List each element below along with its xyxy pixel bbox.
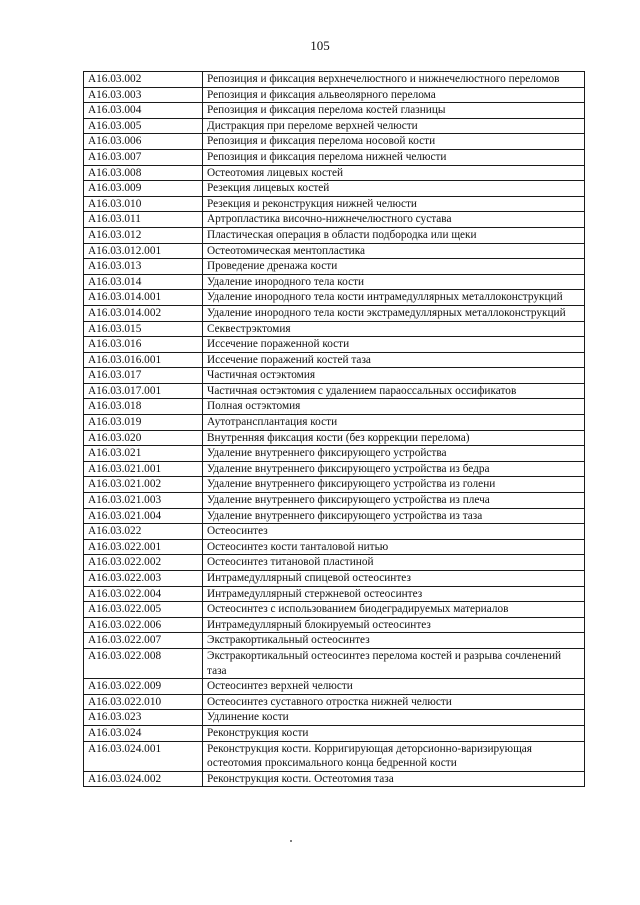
procedure-code: A16.03.014.002 (84, 305, 203, 321)
table-row (84, 227, 585, 243)
procedure-name: Интрамедуллярный стержневой остеосинтез (203, 586, 585, 602)
table-row (84, 196, 585, 212)
table-row (84, 321, 585, 337)
procedure-name: Частичная остэктомия с удалением параоссальных оссификатов (203, 383, 585, 399)
procedure-code: A16.03.024 (84, 725, 203, 741)
table-row (84, 508, 585, 524)
table-row (84, 524, 585, 540)
procedure-code: A16.03.021.002 (84, 477, 203, 493)
procedure-code: A16.03.009 (84, 181, 203, 197)
table-row (84, 725, 585, 741)
table-row (84, 555, 585, 571)
table-row (84, 259, 585, 275)
procedure-code: A16.03.013 (84, 259, 203, 275)
procedure-name: Реконструкция кости. Корригирующая деторсионно-варизирующая остеотомия проксимального конца бедренной кости (203, 741, 585, 771)
procedure-code: A16.03.022.005 (84, 602, 203, 618)
procedure-code: A16.03.004 (84, 103, 203, 119)
procedure-code: A16.03.016 (84, 337, 203, 353)
procedure-name: Интрамедуллярный спицевой остеосинтез (203, 571, 585, 587)
procedure-name: Интрамедуллярный блокируемый остеосинтез (203, 617, 585, 633)
table-row (84, 741, 585, 771)
scan-speck (290, 840, 292, 842)
procedure-name: Репозиция и фиксация перелома нижней челюсти (203, 149, 585, 165)
procedure-code: A16.03.022.008 (84, 648, 203, 678)
procedure-name: Проведение дренажа кости (203, 259, 585, 275)
procedure-code: A16.03.019 (84, 415, 203, 431)
procedure-name: Остеосинтез кости танталовой нитью (203, 539, 585, 555)
table-row (84, 352, 585, 368)
table-row (84, 87, 585, 103)
procedure-name: Удаление внутреннего фиксирующего устройства из голени (203, 477, 585, 493)
procedure-code: A16.03.022.006 (84, 617, 203, 633)
procedure-code: A16.03.022.007 (84, 633, 203, 649)
procedure-code: A16.03.020 (84, 430, 203, 446)
procedure-name: Полная остэктомия (203, 399, 585, 415)
table-row (84, 305, 585, 321)
table-row (84, 243, 585, 259)
procedure-name: Удлинение кости (203, 710, 585, 726)
procedure-code: A16.03.017.001 (84, 383, 203, 399)
procedure-code: A16.03.021 (84, 446, 203, 462)
procedure-name: Удаление инородного тела кости интрамедуллярных металлоконструкций (203, 290, 585, 306)
table-row (84, 118, 585, 134)
table-row (84, 399, 585, 415)
table-row (84, 617, 585, 633)
procedure-code: A16.03.014.001 (84, 290, 203, 306)
procedure-name: Удаление инородного тела кости экстрамедуллярных металлоконструкций (203, 305, 585, 321)
procedure-code: A16.03.023 (84, 710, 203, 726)
table-row (84, 368, 585, 384)
procedure-name: Секвестрэктомия (203, 321, 585, 337)
table-row (84, 72, 585, 88)
procedure-code: A16.03.018 (84, 399, 203, 415)
procedure-name: Экстракортикальный остеосинтез перелома костей и разрыва сочленений таза (203, 648, 585, 678)
procedure-name: Удаление внутреннего фиксирующего устройства (203, 446, 585, 462)
table-row (84, 103, 585, 119)
procedure-name: Резекция и реконструкция нижней челюсти (203, 196, 585, 212)
table-row (84, 181, 585, 197)
procedure-code: A16.03.022.004 (84, 586, 203, 602)
table-row (84, 633, 585, 649)
table-row (84, 165, 585, 181)
procedure-code: A16.03.022.009 (84, 679, 203, 695)
table-row (84, 586, 585, 602)
procedure-code: A16.03.005 (84, 118, 203, 134)
procedure-code: A16.03.007 (84, 149, 203, 165)
procedure-name: Удаление внутреннего фиксирующего устройства из бедра (203, 461, 585, 477)
procedure-name: Реконструкция кости (203, 725, 585, 741)
procedure-code: A16.03.021.003 (84, 493, 203, 509)
procedure-name: Удаление внутреннего фиксирующего устройства из таза (203, 508, 585, 524)
procedure-name: Аутотрансплантация кости (203, 415, 585, 431)
procedure-name: Иссечение поражений костей таза (203, 352, 585, 368)
table-row (84, 493, 585, 509)
page-number: 105 (310, 38, 330, 53)
procedure-code: A16.03.011 (84, 212, 203, 228)
table-row (84, 337, 585, 353)
table-row (84, 648, 585, 678)
table-row (84, 134, 585, 150)
procedure-code: A16.03.017 (84, 368, 203, 384)
procedure-name: Репозиция и фиксация перелома носовой кости (203, 134, 585, 150)
table-row (84, 149, 585, 165)
procedure-code: A16.03.015 (84, 321, 203, 337)
procedure-table-body (84, 72, 585, 787)
procedure-code: A16.03.003 (84, 87, 203, 103)
procedure-table (83, 71, 585, 787)
table-row (84, 446, 585, 462)
procedure-name: Пластическая операция в области подбородка или щеки (203, 227, 585, 243)
procedure-name: Дистракция при переломе верхней челюсти (203, 118, 585, 134)
table-row (84, 415, 585, 431)
procedure-name: Резекция лицевых костей (203, 181, 585, 197)
procedure-code: A16.03.014 (84, 274, 203, 290)
procedure-code: A16.03.022 (84, 524, 203, 540)
table-row (84, 602, 585, 618)
table-row (84, 430, 585, 446)
procedure-code: A16.03.016.001 (84, 352, 203, 368)
procedure-code: A16.03.022.003 (84, 571, 203, 587)
procedure-code: A16.03.022.002 (84, 555, 203, 571)
procedure-code: A16.03.022.001 (84, 539, 203, 555)
procedure-name: Экстракортикальный остеосинтез (203, 633, 585, 649)
table-row (84, 710, 585, 726)
table-row (84, 771, 585, 787)
table-row (84, 461, 585, 477)
table-row (84, 539, 585, 555)
procedure-code: A16.03.021.001 (84, 461, 203, 477)
procedure-name: Остеосинтез титановой пластиной (203, 555, 585, 571)
procedure-name: Реконструкция кости. Остеотомия таза (203, 771, 585, 787)
table-row (84, 290, 585, 306)
table-row (84, 694, 585, 710)
procedure-name: Остеотомия лицевых костей (203, 165, 585, 181)
procedure-name: Остеотомическая ментопластика (203, 243, 585, 259)
table-row (84, 274, 585, 290)
procedure-name: Остеосинтез (203, 524, 585, 540)
procedure-name: Удаление инородного тела кости (203, 274, 585, 290)
procedure-name: Частичная остэктомия (203, 368, 585, 384)
procedure-code: A16.03.024.001 (84, 741, 203, 771)
table-row (84, 212, 585, 228)
procedure-name: Артропластика височно-нижнечелюстного сустава (203, 212, 585, 228)
procedure-name: Остеосинтез верхней челюсти (203, 679, 585, 695)
procedure-name: Внутренняя фиксация кости (без коррекции перелома) (203, 430, 585, 446)
procedure-code: A16.03.012.001 (84, 243, 203, 259)
procedure-code: A16.03.021.004 (84, 508, 203, 524)
procedure-name: Репозиция и фиксация перелома костей глазницы (203, 103, 585, 119)
procedure-code: A16.03.024.002 (84, 771, 203, 787)
procedure-name: Иссечение пораженной кости (203, 337, 585, 353)
procedure-code: A16.03.012 (84, 227, 203, 243)
table-row (84, 383, 585, 399)
procedure-code: A16.03.008 (84, 165, 203, 181)
procedure-name: Остеосинтез суставного отростка нижней челюсти (203, 694, 585, 710)
procedure-code: A16.03.022.010 (84, 694, 203, 710)
procedure-code: A16.03.010 (84, 196, 203, 212)
table-row (84, 571, 585, 587)
procedure-name: Удаление внутреннего фиксирующего устройства из плеча (203, 493, 585, 509)
procedure-code: A16.03.002 (84, 72, 203, 88)
table-row (84, 477, 585, 493)
procedure-name: Репозиция и фиксация альвеолярного перелома (203, 87, 585, 103)
table-row (84, 679, 585, 695)
procedure-code: A16.03.006 (84, 134, 203, 150)
procedure-name: Остеосинтез с использованием биодеградируемых материалов (203, 602, 585, 618)
procedure-name: Репозиция и фиксация верхнечелюстного и нижнечелюстного переломов (203, 72, 585, 88)
